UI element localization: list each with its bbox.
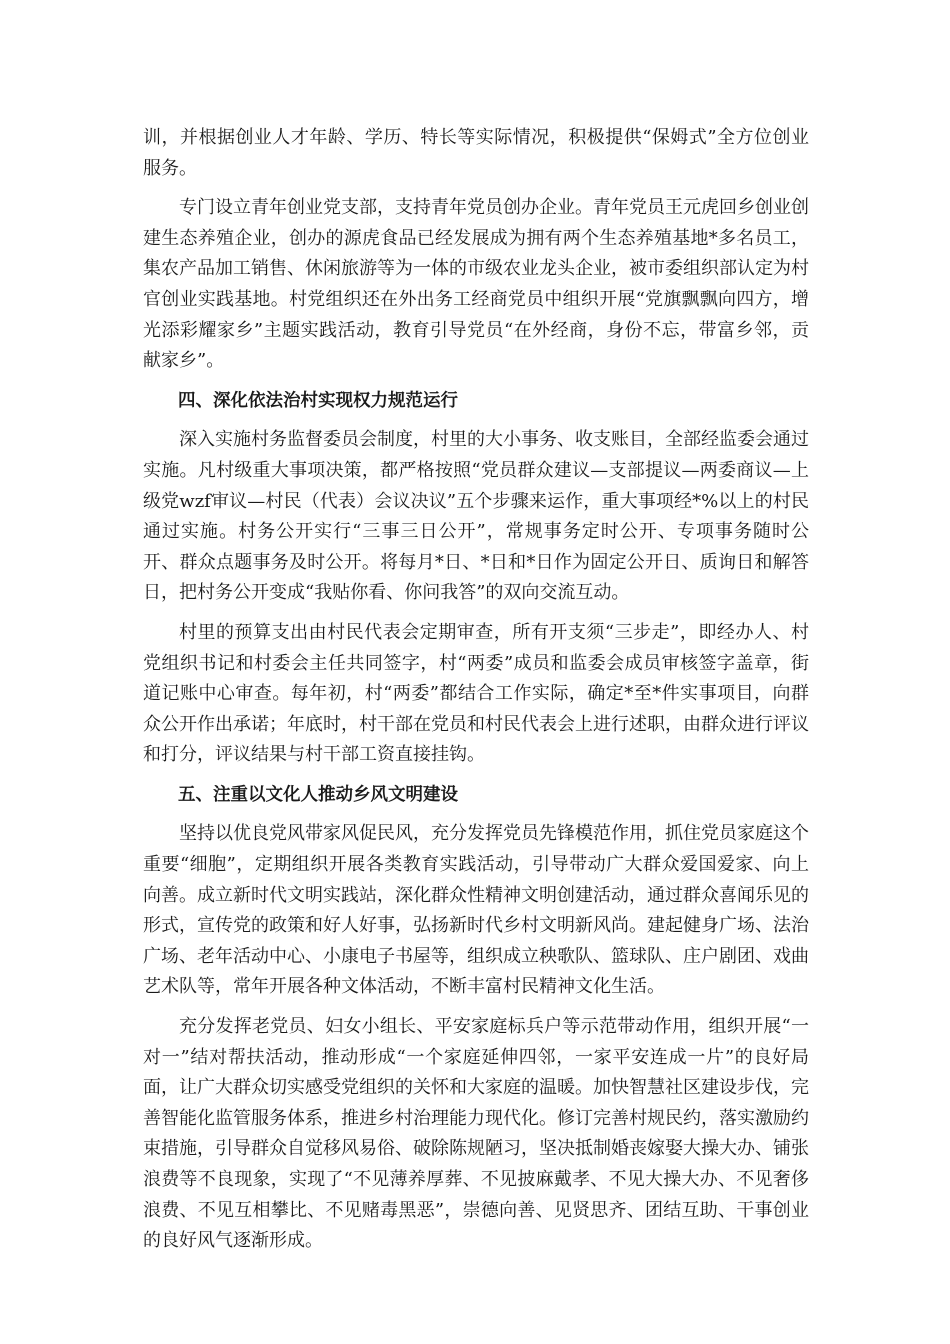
document-page [143,123,809,1266]
paragraph-continuation: 训，并根据创业人才年龄、学历、特长等实际情况，积极提供“保姆式”全方位创业服务。 [143,127,809,179]
paragraph-youth-party-branch: 专门设立青年创业党支部，支持青年党员创办企业。青年党员王元虎回乡创业创建生态养殖企业，创办的源虎食品已经发展成为拥有两个生态养殖基地*多名员工，集农产品加工销售、休闲旅游等为一体的市级农业龙头企业，被市委组织部认定为村官创业实践基地。村党组织还在外出务工经商党员中组织开展“党旗飘飘向四方，增光添彩耀家乡”主题实践活动，教育引导党员“在外经商，身份不忘，带富乡邻，贡献家乡”。 [143,197,809,372]
section-heading-4: 四、深化依法治村实现权力规范运行 [178,390,458,411]
paragraph-budget-review: 村里的预算支出由村民代表会定期审查，所有开支须“三步走”，即经办人、村党组织书记和村委会主任共同签字，村“两委”成员和监委会成员审核签字盖章，街道记账中心审查。每年初，村“两委”都结合工作实际，确定*至*件实事项目，向群众公开作出承诺；年底时，村干部在党员和村民代表会上进行述职，由群众进行评议和打分，评议结果与村干部工资直接挂钩。 [143,621,809,766]
paragraph-model-households: 充分发挥老党员、妇女小组长、平安家庭标兵户等示范带动作用，组织开展“一对一”结对帮扶活动，推动形成“一个家庭延伸四邻，一家平安连成一片”的良好局面，让广大群众切实感受党组织的关怀和大家庭的温暖。加快智慧社区建设步伐，完善智能化监管服务体系，推进乡村治理能力现代化。修订完善村规民约，落实激励约束措施，引导群众自觉移风易俗、破除陈规陋习，坚决抵制婚丧嫁娶大操大办、铺张浪费等不良现象，实现了“不见薄养厚葬、不见披麻戴孝、不见大操大办、不见奢侈浪费、不见互相攀比、不见赌毒黑恶”，崇德向善、见贤思齐、团结互助、干事创业的良好风气逐渐形成。 [143,1016,809,1252]
paragraph-party-style: 坚持以优良党风带家风促民风，充分发挥党员先锋模范作用，抓住党员家庭这个重要“细胞”，定期组织开展各类教育实践活动，引导带动广大群众爱国爱家、向上向善。成立新时代文明实践站，深化群众性精神文明创建活动，通过群众喜闻乐见的形式，宣传党的政策和好人好事，弘扬新时代乡村文明新风尚。建起健身广场、法治广场、老年活动中心、小康电子书屋等，组织成立秧歌队、篮球队、庄户剧团、戏曲艺术队等，常年开展各种文体活动，不断丰富村民精神文化生活。 [143,823,809,998]
section-heading-5: 五、注重以文化人推动乡风文明建设 [178,784,458,805]
paragraph-village-supervision: 深入实施村务监督委员会制度，村里的大小事务、收支账目，全部经监委会通过实施。凡村级重大事项决策，都严格按照“党员群众建议—支部提议—两委商议—上级党wzf审议—村民（代表）会议决议”五个步骤来运作，重大事项经*%以上的村民通过实施。村务公开实行“三事三日公开”，常规事务定时公开、专项事务随时公开、群众点题事务及时公开。将每月*日、*日和*日作为固定公开日、质询日和解答日，把村务公开变成“我贴你看、你问我答”的双向交流互动。 [143,429,809,604]
